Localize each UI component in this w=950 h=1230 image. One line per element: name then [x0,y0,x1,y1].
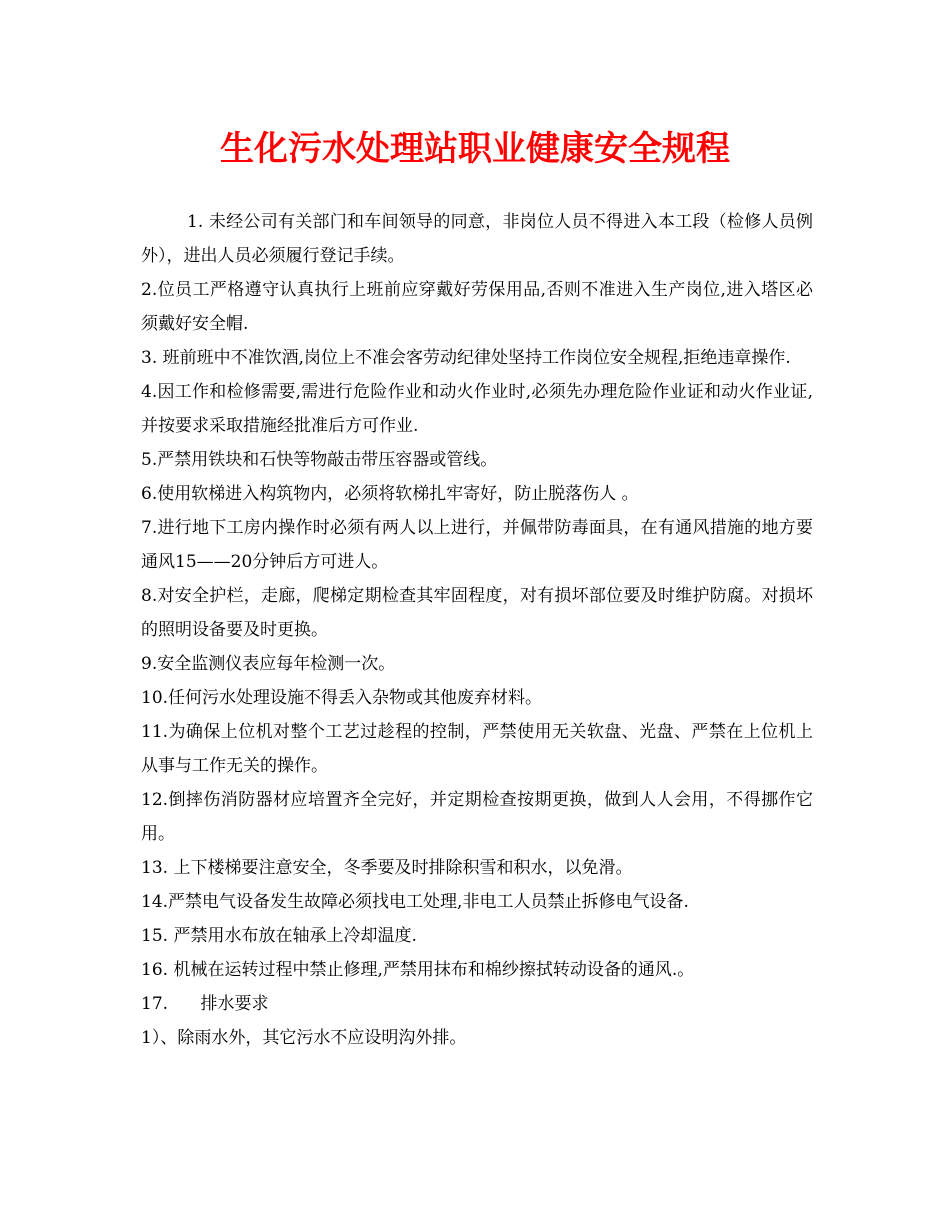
rule-paragraph-17: 17. 排水要求 [141,994,269,1014]
rule-paragraph-8: 8.对安全护栏，走廊，爬梯定期检查其牢固程度，对有损坏部位要及时维护防腐。对损坏的照明设备要及时更换。 [141,586,813,640]
document-body [141,205,813,1055]
rule-paragraph-12: 12.倒摔伤消防器材应培置齐全完好，并定期检查按期更换，做到人人会用，不得挪作它用。 [141,790,813,844]
rule-paragraph-11: 11.为确保上位机对整个工艺过趁程的控制，严禁使用无关软盘、光盘、严禁在上位机上从事与工作无关的操作。 [141,722,813,776]
rule-subitem-1: 1）、除雨水外，其它污水不应设明沟外排。 [141,1028,467,1048]
rule-paragraph-1: 1. 未经公司有关部门和车间领导的同意，非岗位人员不得进入本工段（检修人员例外），进出人员必须履行登记手续。 [141,212,813,266]
rule-paragraph-4: 4.因工作和检修需要,需进行危险作业和动火作业时,必须先办理危险作业证和动火作业证,并按要求采取措施经批准后方可作业. [141,382,813,436]
rule-paragraph-2: 2.位员工严格遵守认真执行上班前应穿戴好劳保用品,否则不准进入生产岗位,进入塔区必须戴好安全帽. [141,280,813,334]
rule-paragraph-3: 3. 班前班中不准饮酒,岗位上不准会客劳动纪律处坚持工作岗位安全规程,拒绝违章操作. [141,348,791,368]
rule-paragraph-9: 9.安全监测仪表应每年检测一次。 [141,654,396,674]
rule-paragraph-16: 16. 机械在运转过程中禁止修理,严禁用抹布和棉纱擦拭转动设备的通风.。 [141,960,695,980]
rule-paragraph-13: 13. 上下楼梯要注意安全，冬季要及时排除积雪和积水，以免滑。 [141,858,633,878]
rule-paragraph-5: 5.严禁用铁块和石快等物敲击带压容器或管线。 [141,450,498,470]
rule-paragraph-14: 14.严禁电气设备发生故障必须找电工处理,非电工人员禁止拆修电气设备. [141,892,689,912]
rule-paragraph-15: 15. 严禁用水布放在轴承上冷却温度. [141,926,417,946]
document-title: 生化污水处理站职业健康安全规程 [220,129,730,169]
rule-paragraph-7: 7.进行地下工房内操作时必须有两人以上进行，并佩带防毒面具，在有通风措施的地方要通风15——20分钟后方可进人。 [141,518,813,572]
rule-paragraph-10: 10.任何污水处理设施不得丢入杂物或其他废弃材料。 [141,688,543,708]
rule-paragraph-6: 6.使用软梯进入构筑物内，必须将软梯扎牢寄好，防止脱落伤人 。 [141,484,639,504]
